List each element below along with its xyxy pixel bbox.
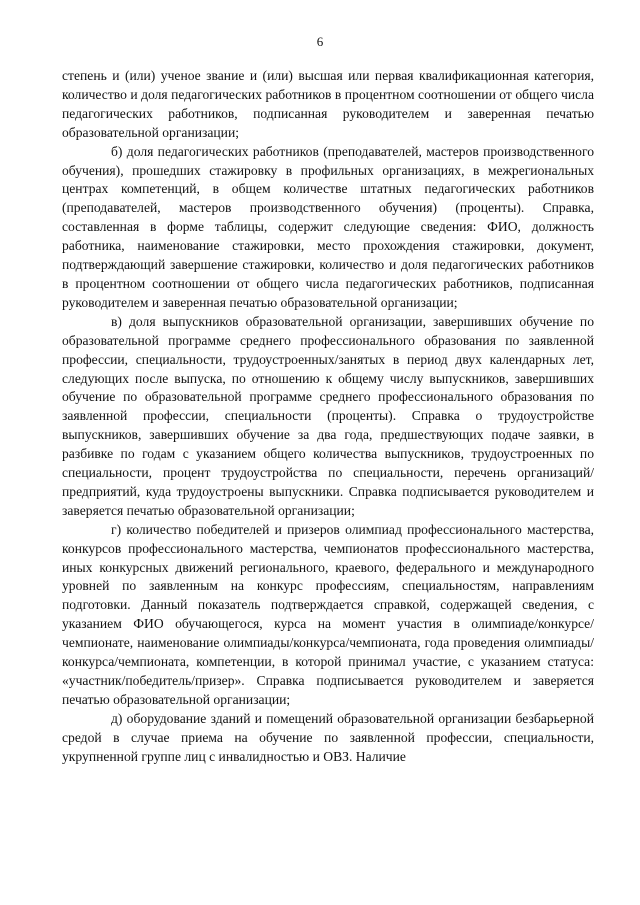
paragraph-item-g: г) количество победителей и призеров олимпиад профессионального мастерства, конкурсов профессионального мастерства, чемпионатов профессионального мастерства, иных конкурсных движений регионального, краевого, федерального и международного уровней по заявленным на конкурс профессиям, специальностям, направлениям подготовки. Данный показатель подтверждается справкой, содержащей сведения, с указанием ФИО обучающегося, курса на момент участия в олимпиаде/конкурсе/чемпионате, наименование олимпиады/конкурса/чемпионата, года проведения олимпиады/конкурса/чемпионата, компетенции, в которой принимал участие, с указанием статуса: «участник/победитель/призер». Справка подписывается руководителем и заверяется печатью образовательной организации; [62,521,594,707]
paragraph-item-b: б) доля педагогических работников (преподавателей, мастеров производственного обучения), прошедших стажировку в профильных организациях, в межрегиональных центрах компетенций, в общем количестве штатных педагогических работников (преподавателей, мастеров производственного обучения) (проценты). Справка, составленная в форме таблицы, содержит следующие сведения: ФИО, должность работника, наименование стажировки, место прохождения стажировки, документ, подтверждающий завершение стажировки, количество и доля педагогических работников в процентном соотношении от общего числа педагогических работников, подписанная руководителем и заверенная печатью образовательной организации; [62,143,594,310]
paragraph-item-v: в) доля выпускников образовательной организации, завершивших обучение по образовательной программе среднего профессионального образования по заявленной профессии, специальности, трудоустроенных/занятых в период двух календарных лет, следующих после выпуска, по отношению к общему числу выпускников, завершивших обучение по образовательной программе среднего профессионального образования по заявленной профессии, специальности (проценты). Справка о трудоустройстве выпускников, завершивших обучение за два года, предшествующих подаче заявки, в разбивке по годам с указанием общего количества выпускников, трудоустроенных по специальности, процент трудоустройства по специальности, перечень организаций/предприятий, куда трудоустроены выпускники. Справка подписывается руководителем и заверяется печатью образовательной организации; [62,313,594,518]
paragraph-item-d: д) оборудование зданий и помещений образовательной организации безбарьерной средой в случае приема на обучение по заявленной профессии, специальности, укрупненной группе лиц с инвалидностью и ОВЗ. Наличие [62,710,594,764]
page-number: 6 [316,34,324,49]
document-body [62,67,594,767]
paragraph-continuation: степень и (или) ученое звание и (или) высшая или первая квалификационная категория, количество и доля педагогических работников в процентном соотношении от общего числа педагогических работников, подписанная руководителем и заверенная печатью образовательной организации; [62,68,594,140]
